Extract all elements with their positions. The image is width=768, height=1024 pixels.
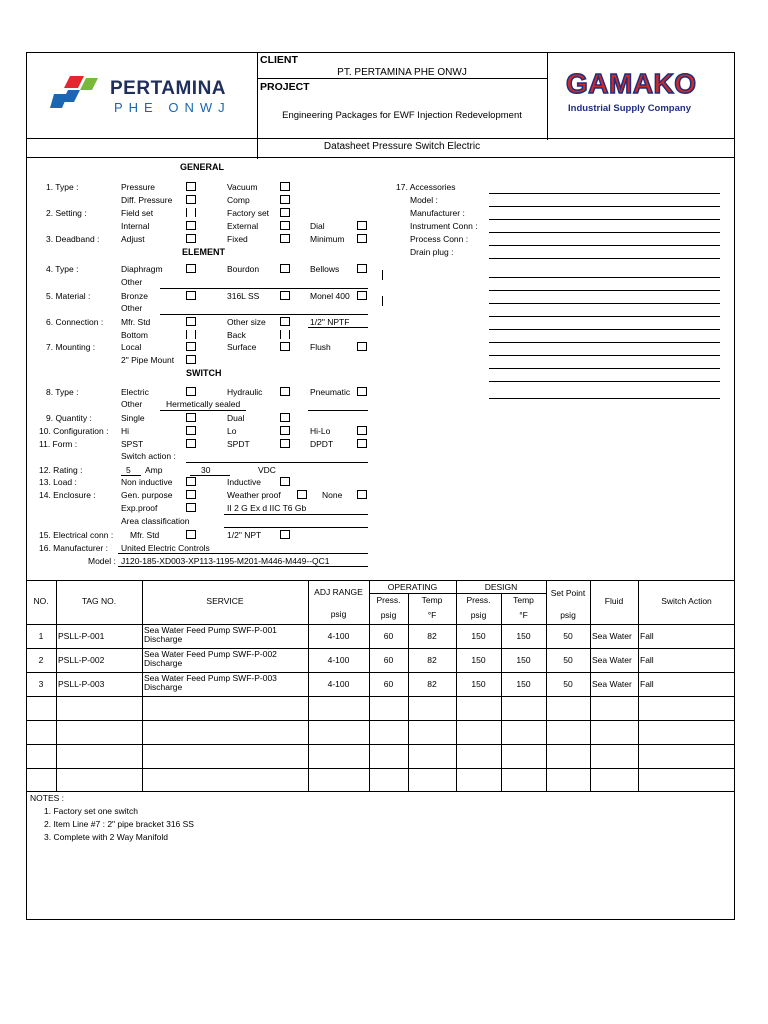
accessory-line[interactable] [489,381,720,382]
pertamina-logo-name: PERTAMINA [110,78,227,99]
element-type-label: 4. Type : [46,264,79,274]
cell-op_p: 60 [383,679,394,689]
note-item: 3. Complete with 2 Way Manifold [44,832,168,842]
bellows-checkbox[interactable] [357,264,367,273]
option-pneumatic-label: Pneumatic [310,387,351,397]
gen-purpose-checkbox[interactable] [186,490,196,499]
setting-label: 2. Setting : [46,208,87,218]
table-col-line [638,580,639,791]
pressure-checkbox[interactable] [186,182,196,191]
lo-checkbox[interactable] [280,426,290,435]
enclosure-label: 14. Enclosure : [39,490,96,500]
element-other-field[interactable] [160,288,368,289]
accessory-line[interactable] [489,245,720,246]
dial-checkbox[interactable] [357,221,367,230]
option-inductive-label: Inductive [227,477,262,487]
internal-checkbox[interactable] [186,221,196,230]
option-bellows-label: Bellows [310,264,340,274]
col-header-adj-range: ADJ RANGE [314,587,363,597]
cell-fluid: Sea Water [592,631,632,641]
table-row-line [26,768,735,769]
accessory-line[interactable] [489,232,720,233]
table-row-line [26,648,735,649]
hi-lo-checkbox[interactable] [357,426,367,435]
col-header-de-temp-unit: °F [519,610,528,620]
section-element-title: ELEMENT [182,247,226,257]
table-col-line [590,580,591,791]
local-checkbox[interactable] [186,342,196,351]
option-dial-label: Dial [310,221,325,231]
area-classification-field[interactable] [224,527,368,528]
client-value: PT. PERTAMINA PHE ONWJ [337,67,467,78]
cell-op_p: 60 [383,655,394,665]
diaphragm-checkbox[interactable] [186,264,196,273]
mounting-label: 7. Mounting : [46,342,96,352]
option-dual-label: Dual [227,413,245,423]
accessories-label: 17. Accessories [396,182,456,192]
option-vacuum-label: Vacuum [227,182,258,192]
cell-action: Fall [640,679,654,689]
col-header-op-press-unit: psig [380,610,397,620]
col-header-set-point: Set Point [550,588,586,598]
field-set-checkbox[interactable] [186,208,196,217]
option-internal-label: Internal [121,221,150,231]
cell-tag: PSLL-P-001 [58,631,105,641]
option-diaphragm-label: Diaphragm [121,264,163,274]
option-316l-ss-label: 316L SS [227,291,260,301]
cell-de_t: 150 [516,631,531,641]
col-header-service: SERVICE [206,596,244,606]
option-local-label: Local [121,342,142,352]
col-header-switch-action: Switch Action [661,596,712,606]
col-header-op-temp-unit: °F [427,610,437,620]
option-external-label: External [227,221,259,231]
accessory-line[interactable] [489,258,720,259]
cell-sp: 50 [563,655,573,665]
option-non-inductive-label: Non inductive [121,477,173,487]
col-header-op-temp: Temp [421,595,443,605]
cell-tag: PSLL-P-003 [58,679,105,689]
notes-title: NOTES : [30,793,65,803]
elec-npt-checkbox[interactable] [280,530,290,539]
option-hi-lo-label: Hi-Lo [310,426,331,436]
vacuum-checkbox[interactable] [280,182,290,191]
material-label: 5. Material : [46,291,91,301]
col-header-no: NO. [33,596,49,606]
connection-label: 6. Connection : [46,317,104,327]
cell-de_t: 150 [516,655,531,665]
mfr-std-checkbox[interactable] [186,317,196,326]
option-pipe-mount-label: 2" Pipe Mount [121,355,175,365]
table-row-line [26,720,735,721]
accessories-manufacturer-label: Manufacturer : [410,208,465,218]
accessory-line[interactable] [489,329,720,330]
quantity-label: 9. Quantity : [46,413,92,423]
accessory-line[interactable] [489,355,720,356]
switch-action-label: Switch action : [121,451,176,461]
option-elec-mfr-std-label: Mfr. Std [130,530,160,540]
elec-mfr-std-checkbox[interactable] [186,530,196,539]
factory-set-checkbox[interactable] [280,208,290,217]
option-elec-npt-label: 1/2" NPT [227,530,262,540]
cell-op_t: 82 [427,631,437,641]
option-bronze-label: Bronze [121,291,148,301]
cell-de_p: 150 [471,679,486,689]
cell-op_p: 60 [383,631,394,641]
cell-service: Sea Water Feed Pump SWF-P-002 [144,649,277,659]
spst-checkbox[interactable] [186,439,196,448]
ss316-checkbox[interactable] [280,291,290,300]
switch-type-label: 8. Type : [46,387,79,397]
adjust-checkbox[interactable] [186,234,196,243]
tick-mark [382,296,383,306]
table-row-line [26,696,735,697]
rating-voltage-unit: VDC [258,465,276,475]
option-pressure-label: Pressure [121,182,156,192]
client-label: CLIENT [260,54,298,66]
non-inductive-checkbox[interactable] [186,477,196,486]
cell-tag: PSLL-P-002 [58,655,105,665]
cell-de_t: 150 [516,679,531,689]
accessories-instrument-conn-label: Instrument Conn : [410,221,478,231]
cell-service: Discharge [144,634,183,644]
cell-no: 3 [38,679,44,689]
note-item: 2. Item Line #7 : 2" pipe bracket 316 SS [44,819,194,829]
accessory-line[interactable] [489,277,720,278]
doc-title: Datasheet Pressure Switch Electric [323,141,481,152]
cell-fluid: Sea Water [592,679,632,689]
col-header-adj-unit: psig [330,609,347,619]
cell-action: Fall [640,655,654,665]
cell-op_t: 82 [427,655,437,665]
col-header-de-press: Press. [466,595,491,605]
col-header-de-press-unit: psig [470,610,487,620]
model-label: Model : [88,556,116,566]
switch-action-field[interactable] [186,462,368,463]
pertamina-logo-sub: PHE ONWJ [114,100,231,115]
option-adjust-label: Adjust [121,234,145,244]
bourdon-checkbox[interactable] [280,264,290,273]
switch-other-field[interactable] [160,410,246,411]
switch-other-field-2[interactable] [308,410,368,411]
header-divider [547,52,548,140]
option-diff-pressure-label: Diff. Pressure [121,195,173,205]
inductive-checkbox[interactable] [280,477,290,486]
header-divider [26,138,735,139]
accessory-line[interactable] [489,368,720,369]
surface-checkbox[interactable] [280,342,290,351]
cell-action: Fall [640,631,654,641]
manufacturer-value: United Electric Controls [121,543,210,553]
pertamina-logo-icon [50,74,104,110]
accessory-line[interactable] [489,206,720,207]
diff-pressure-checkbox[interactable] [186,195,196,204]
flush-checkbox[interactable] [357,342,367,351]
cell-no: 2 [38,655,44,665]
col-header-design: DESIGN [484,582,518,592]
exp-proof-checkbox[interactable] [186,503,196,512]
accessory-line[interactable] [489,219,720,220]
monel-checkbox[interactable] [357,291,367,300]
load-label: 13. Load : [39,477,77,487]
option-flush-label: Flush [310,342,331,352]
comp-checkbox[interactable] [280,195,290,204]
bottom-checkbox[interactable] [186,330,196,339]
table-row-line [26,580,735,581]
option-gen-purpose-label: Gen. purpose [121,490,173,500]
option-bourdon-label: Bourdon [227,264,260,274]
table-row-line [26,744,735,745]
option-fixed-label: Fixed [227,234,248,244]
dpdt-checkbox[interactable] [357,439,367,448]
option-surface-label: Surface [227,342,257,352]
rating-amp-value: 5 [126,465,131,475]
connection-npt-value: 1/2" NPTF [310,317,350,327]
option-weather-proof-label: Weather proof [227,490,281,500]
option-spst-label: SPST [121,439,144,449]
model-value: J120-185-XD003-XP113-1195-M201-M446-M449--QC1 [121,556,330,566]
section-general-title: GENERAL [180,162,225,172]
cell-no: 1 [38,631,44,641]
cell-adj: 4-100 [327,679,350,689]
option-mfr-std-label: Mfr. Std [121,317,151,327]
option-monel-label: Monel 400 [310,291,350,301]
table-row-line [26,624,735,625]
header-divider [257,78,547,79]
manufacturer-field[interactable] [118,553,368,554]
bronze-checkbox[interactable] [186,291,196,300]
cell-service: Sea Water Feed Pump SWF-P-003 [144,673,277,683]
tick-mark [382,270,383,280]
cell-de_p: 150 [471,631,486,641]
connection-npt-field[interactable] [308,327,368,328]
cell-service: Discharge [144,658,183,668]
option-spdt-label: SPDT [227,439,250,449]
option-minimum-label: Minimum [310,234,345,244]
cell-adj: 4-100 [327,655,350,665]
col-header-tag: TAG NO. [81,596,117,606]
option-hi-label: Hi [121,426,130,436]
cell-de_p: 150 [471,655,486,665]
pneumatic-checkbox[interactable] [357,387,367,396]
deadband-label: 3. Deadband : [46,234,100,244]
spdt-checkbox[interactable] [280,439,290,448]
gamako-logo-name: GAMAKO [566,68,697,99]
configuration-label: 10. Configuration : [39,426,109,436]
weather-proof-checkbox[interactable] [297,490,307,499]
col-header-fluid: Fluid [604,596,624,606]
option-factory-set-label: Factory set [227,208,270,218]
accessory-line[interactable] [489,193,720,194]
option-other-size-label: Other size [227,317,266,327]
pipe-mount-checkbox[interactable] [186,355,196,364]
exp-proof-field[interactable] [224,514,368,515]
col-header-operating: OPERATING [387,582,438,592]
option-comp-label: Comp [227,195,250,205]
electric-checkbox[interactable] [186,387,196,396]
gamako-logo-sub: Industrial Supply Company [568,103,691,114]
col-header-set-point-unit: psig [560,610,576,620]
cell-fluid: Sea Water [592,655,632,665]
header-divider [26,157,735,158]
option-dpdt-label: DPDT [310,439,334,449]
option-hydraulic-label: Hydraulic [227,387,263,397]
switch-other-value: Hermetically sealed [166,399,241,409]
option-field-set-label: Field set [121,208,154,218]
cell-sp: 50 [563,679,573,689]
cell-adj: 4-100 [327,631,350,641]
project-label: PROJECT [260,81,310,93]
accessory-line[interactable] [489,290,720,291]
dual-checkbox[interactable] [280,413,290,422]
cell-op_t: 82 [427,679,437,689]
other-size-checkbox[interactable] [280,317,290,326]
accessories-model-label: Model : [410,195,438,205]
cell-sp: 50 [563,631,573,641]
accessory-line[interactable] [489,398,720,399]
section-switch-title: SWITCH [186,368,222,378]
table-row-line [26,791,735,792]
option-back-label: Back [227,330,246,340]
form-label: 11. Form : [39,439,78,449]
accessory-line[interactable] [489,303,720,304]
accessories-process-conn-label: Process Conn : [410,234,469,244]
table-row-line [26,672,735,673]
rating-amp-field[interactable] [121,475,141,476]
area-classification-label: Area classification [121,516,190,526]
model-field[interactable] [118,566,368,567]
option-bottom-label: Bottom [121,330,148,340]
accessory-line[interactable] [489,316,720,317]
table-col-line [408,593,409,791]
hydraulic-checkbox[interactable] [280,387,290,396]
back-checkbox[interactable] [280,330,290,339]
cell-service: Sea Water Feed Pump SWF-P-001 [144,625,277,635]
single-checkbox[interactable] [186,413,196,422]
cell-service: Discharge [144,682,183,692]
note-item: 1. Factory set one switch [44,806,139,816]
switch-other-label: Other [121,399,143,409]
electrical-conn-label: 15. Electrical conn : [39,530,114,540]
rating-amp-unit: Amp [145,465,163,475]
exp-proof-value: II 2 G Ex d IIC T6 Gb [227,503,307,513]
col-header-op-press: Press. [376,595,401,605]
none-checkbox[interactable] [357,490,367,499]
option-none-label: None [322,490,343,500]
material-other-label: Other [121,303,143,313]
option-exp-proof-label: Exp.proof [121,503,158,513]
external-checkbox[interactable] [280,221,290,230]
element-other-label: Other [121,277,143,287]
fixed-checkbox[interactable] [280,234,290,243]
table-col-line [56,580,57,791]
table-col-line [142,580,143,791]
option-single-label: Single [121,413,145,423]
option-electric-label: Electric [121,387,149,397]
hi-checkbox[interactable] [186,426,196,435]
material-other-field[interactable] [160,314,368,315]
table-subheader-line [369,593,546,594]
manufacturer-label: 16. Manufacturer : [39,543,108,553]
minimum-checkbox[interactable] [357,234,367,243]
table-col-line [501,593,502,791]
accessories-drain-plug-label: Drain plug : [410,247,454,257]
project-value: Engineering Packages for EWF Injection Redevelopment [282,110,522,121]
rating-label: 12. Rating : [39,465,83,475]
option-lo-label: Lo [227,426,237,436]
rating-voltage-field[interactable] [190,475,230,476]
col-header-de-temp: Temp [513,595,534,605]
general-type-label: 1. Type : [46,182,79,192]
rating-voltage-value: 30 [201,465,211,475]
accessory-line[interactable] [489,342,720,343]
